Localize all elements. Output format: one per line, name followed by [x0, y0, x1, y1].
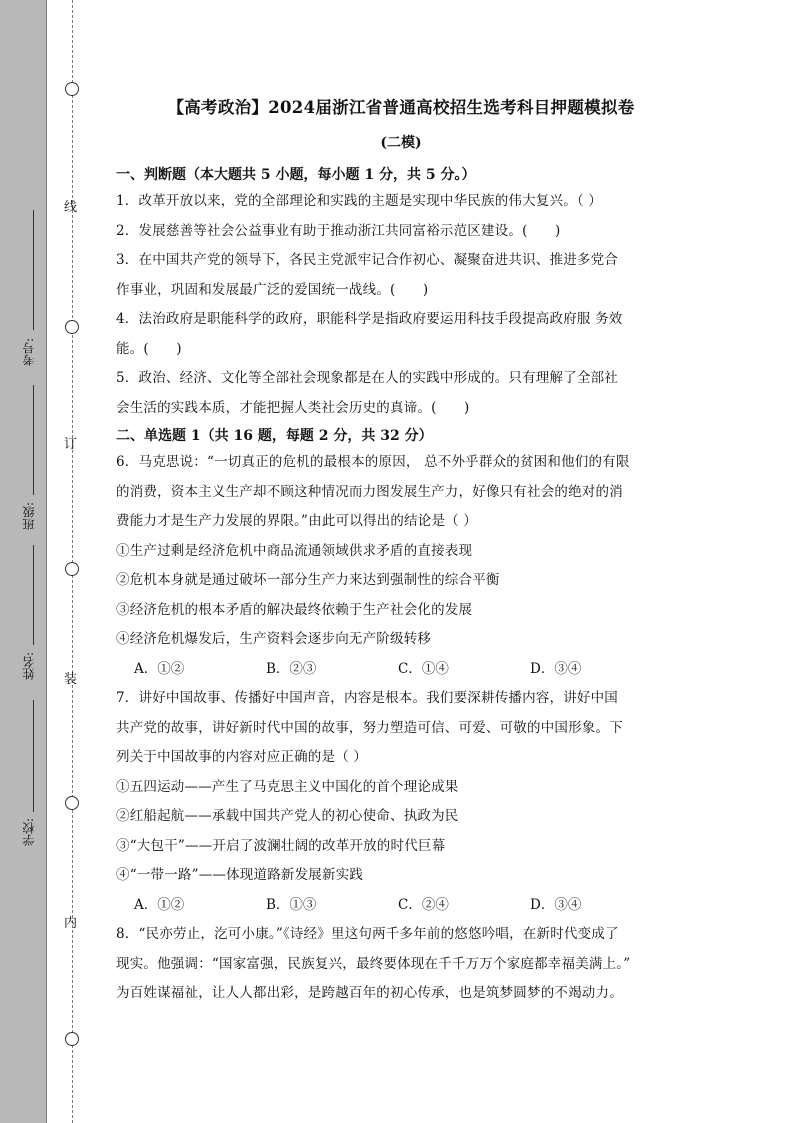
q6-option-c[interactable]: C．①④	[398, 660, 449, 677]
q8-block	[116, 920, 686, 1009]
q8-stem: 现实。他强调：“国家富强，民族复兴，最终要体现在千千万万个家庭都幸福美满上。”	[116, 955, 631, 972]
q7-stem: 共产党的故事，讲好新时代中国的故事，努力塑造可信、可爱、可敬的中国形象。下	[116, 719, 623, 736]
q6-item-1: ①生产过剩是经济危机中商品流通领域供求矛盾的直接表现	[116, 542, 473, 559]
q6-item-2: ②危机本身就是通过破坏一部分生产力来达到强制性的综合平衡	[116, 572, 500, 588]
q3-line: 作事业，巩固和发展最广泛的爱国统一战线。( )	[116, 281, 429, 298]
q7-option-c[interactable]: C．②④	[398, 896, 449, 913]
q5-line: 5．政治、经济、文化等全部社会现象都是在人的实践中形成的。只有理解了全部社	[116, 370, 618, 386]
exam-content	[116, 90, 686, 1009]
q7-item-4: ④“一带一路”——体现道路新发展新实践	[116, 867, 364, 883]
section-1-questions	[116, 187, 686, 423]
cut-char-zhuang: 装	[64, 672, 78, 687]
q7-item-1: ①五四运动——产生了马克思主义中国化的首个理论成果	[116, 778, 459, 795]
q8-stem: 为百姓谋福祉，让人人都出彩，是跨越百年的初心传承，也是筑梦圆梦的不竭动力。	[116, 985, 623, 1001]
exam-subtitle: (二模)	[380, 135, 422, 151]
q6-item-4: ④经济危机爆发后，生产资料会逐步向无产阶级转移	[116, 631, 432, 647]
q6-option-d[interactable]: D．③④	[530, 660, 582, 677]
section-2-heading: 二、单选题 1（共 16 题，每题 2 分，共 32 分）	[116, 428, 433, 444]
name-line[interactable]	[33, 545, 34, 645]
q7-options	[116, 891, 686, 921]
q5-line: 会生活的实践本质，才能把握人类社会历史的真谛。( )	[116, 399, 470, 416]
q6-item-3: ③经济危机的根本矛盾的解决最终依赖于生产社会化的发展	[116, 601, 473, 618]
school-line[interactable]	[33, 700, 34, 812]
q6-stem: 的消费，资本主义生产却不顾这种情况而力图发展生产力，好像只有社会的绝对的消	[116, 483, 623, 500]
binding-hole	[65, 82, 79, 96]
q6-block	[116, 448, 686, 684]
q7-option-b[interactable]: B．①③	[266, 896, 317, 913]
q3-line: 3．在中国共产党的领导下，各民主党派牢记合作初心、凝聚奋进共识、推进多党合	[116, 252, 618, 268]
cut-char-xian: 线	[64, 200, 78, 215]
class-line[interactable]	[33, 385, 34, 495]
exam-title: 【高考政治】2024届浙江省普通高校招生选考科目押题模拟卷	[167, 98, 635, 117]
q1-line: 1．改革开放以来，党的全部理论和实践的主题是实现中华民族的伟大复兴。（ ）	[116, 193, 603, 209]
binding-hole	[65, 320, 79, 334]
q7-stem: 列关于中国故事的内容对应正确的是（ ）	[116, 749, 368, 765]
q7-stem: 7．讲好中国故事、传播好中国声音，内容是根本。我们要深耕传播内容，讲好中国	[116, 690, 618, 706]
binding-strip	[0, 0, 47, 1123]
binding-hole	[65, 796, 79, 810]
binding-hole	[65, 1032, 79, 1046]
q7-item-3: ③“大包干”——开启了波澜壮阔的改革开放的时代巨幕	[116, 837, 446, 854]
exam-no-line[interactable]	[33, 210, 34, 330]
q2-line: 2．发展慈善等社会公益事业有助于推动浙江共同富裕示范区建设。( )	[116, 222, 561, 239]
q6-option-b[interactable]: B．②③	[266, 660, 317, 677]
q7-option-d[interactable]: D．③④	[530, 896, 582, 913]
exam-no-label: 考号:	[22, 338, 36, 367]
name-label: 姓名:	[22, 652, 36, 681]
q4-line: 4．法治政府是职能科学的政府，职能科学是指政府要运用科技手段提高政府服 务效	[116, 311, 623, 327]
cut-char-nei: 内	[64, 916, 78, 931]
q6-stem: 6．马克思说：“一切真正的危机的最根本的原因， 总不外乎群众的贫困和他们的有限	[116, 454, 630, 470]
q7-block	[116, 684, 686, 920]
class-label: 班级:	[22, 502, 36, 531]
q6-option-a[interactable]: A．①②	[134, 660, 185, 677]
school-label: 学校:	[22, 818, 36, 847]
q4-line: 能。( )	[116, 340, 182, 357]
section-1-heading: 一、判断题（本大题共 5 小题，每小题 1 分，共 5 分。）	[116, 167, 476, 183]
q7-option-a[interactable]: A．①②	[134, 896, 185, 913]
q7-item-2: ②红船起航——承载中国共产党人的初心使命、执政为民	[116, 808, 459, 824]
cut-char-ding: 订	[64, 437, 78, 452]
q6-stem: 费能力才是生产力发展的界限。”由此可以得出的结论是（ ）	[116, 513, 478, 529]
q8-stem: 8．“民亦劳止，汔可小康。”《诗经》里这句两千多年前的悠悠吟唱，在新时代变成了	[116, 926, 619, 942]
q6-options	[116, 655, 686, 685]
binding-hole	[65, 562, 79, 576]
